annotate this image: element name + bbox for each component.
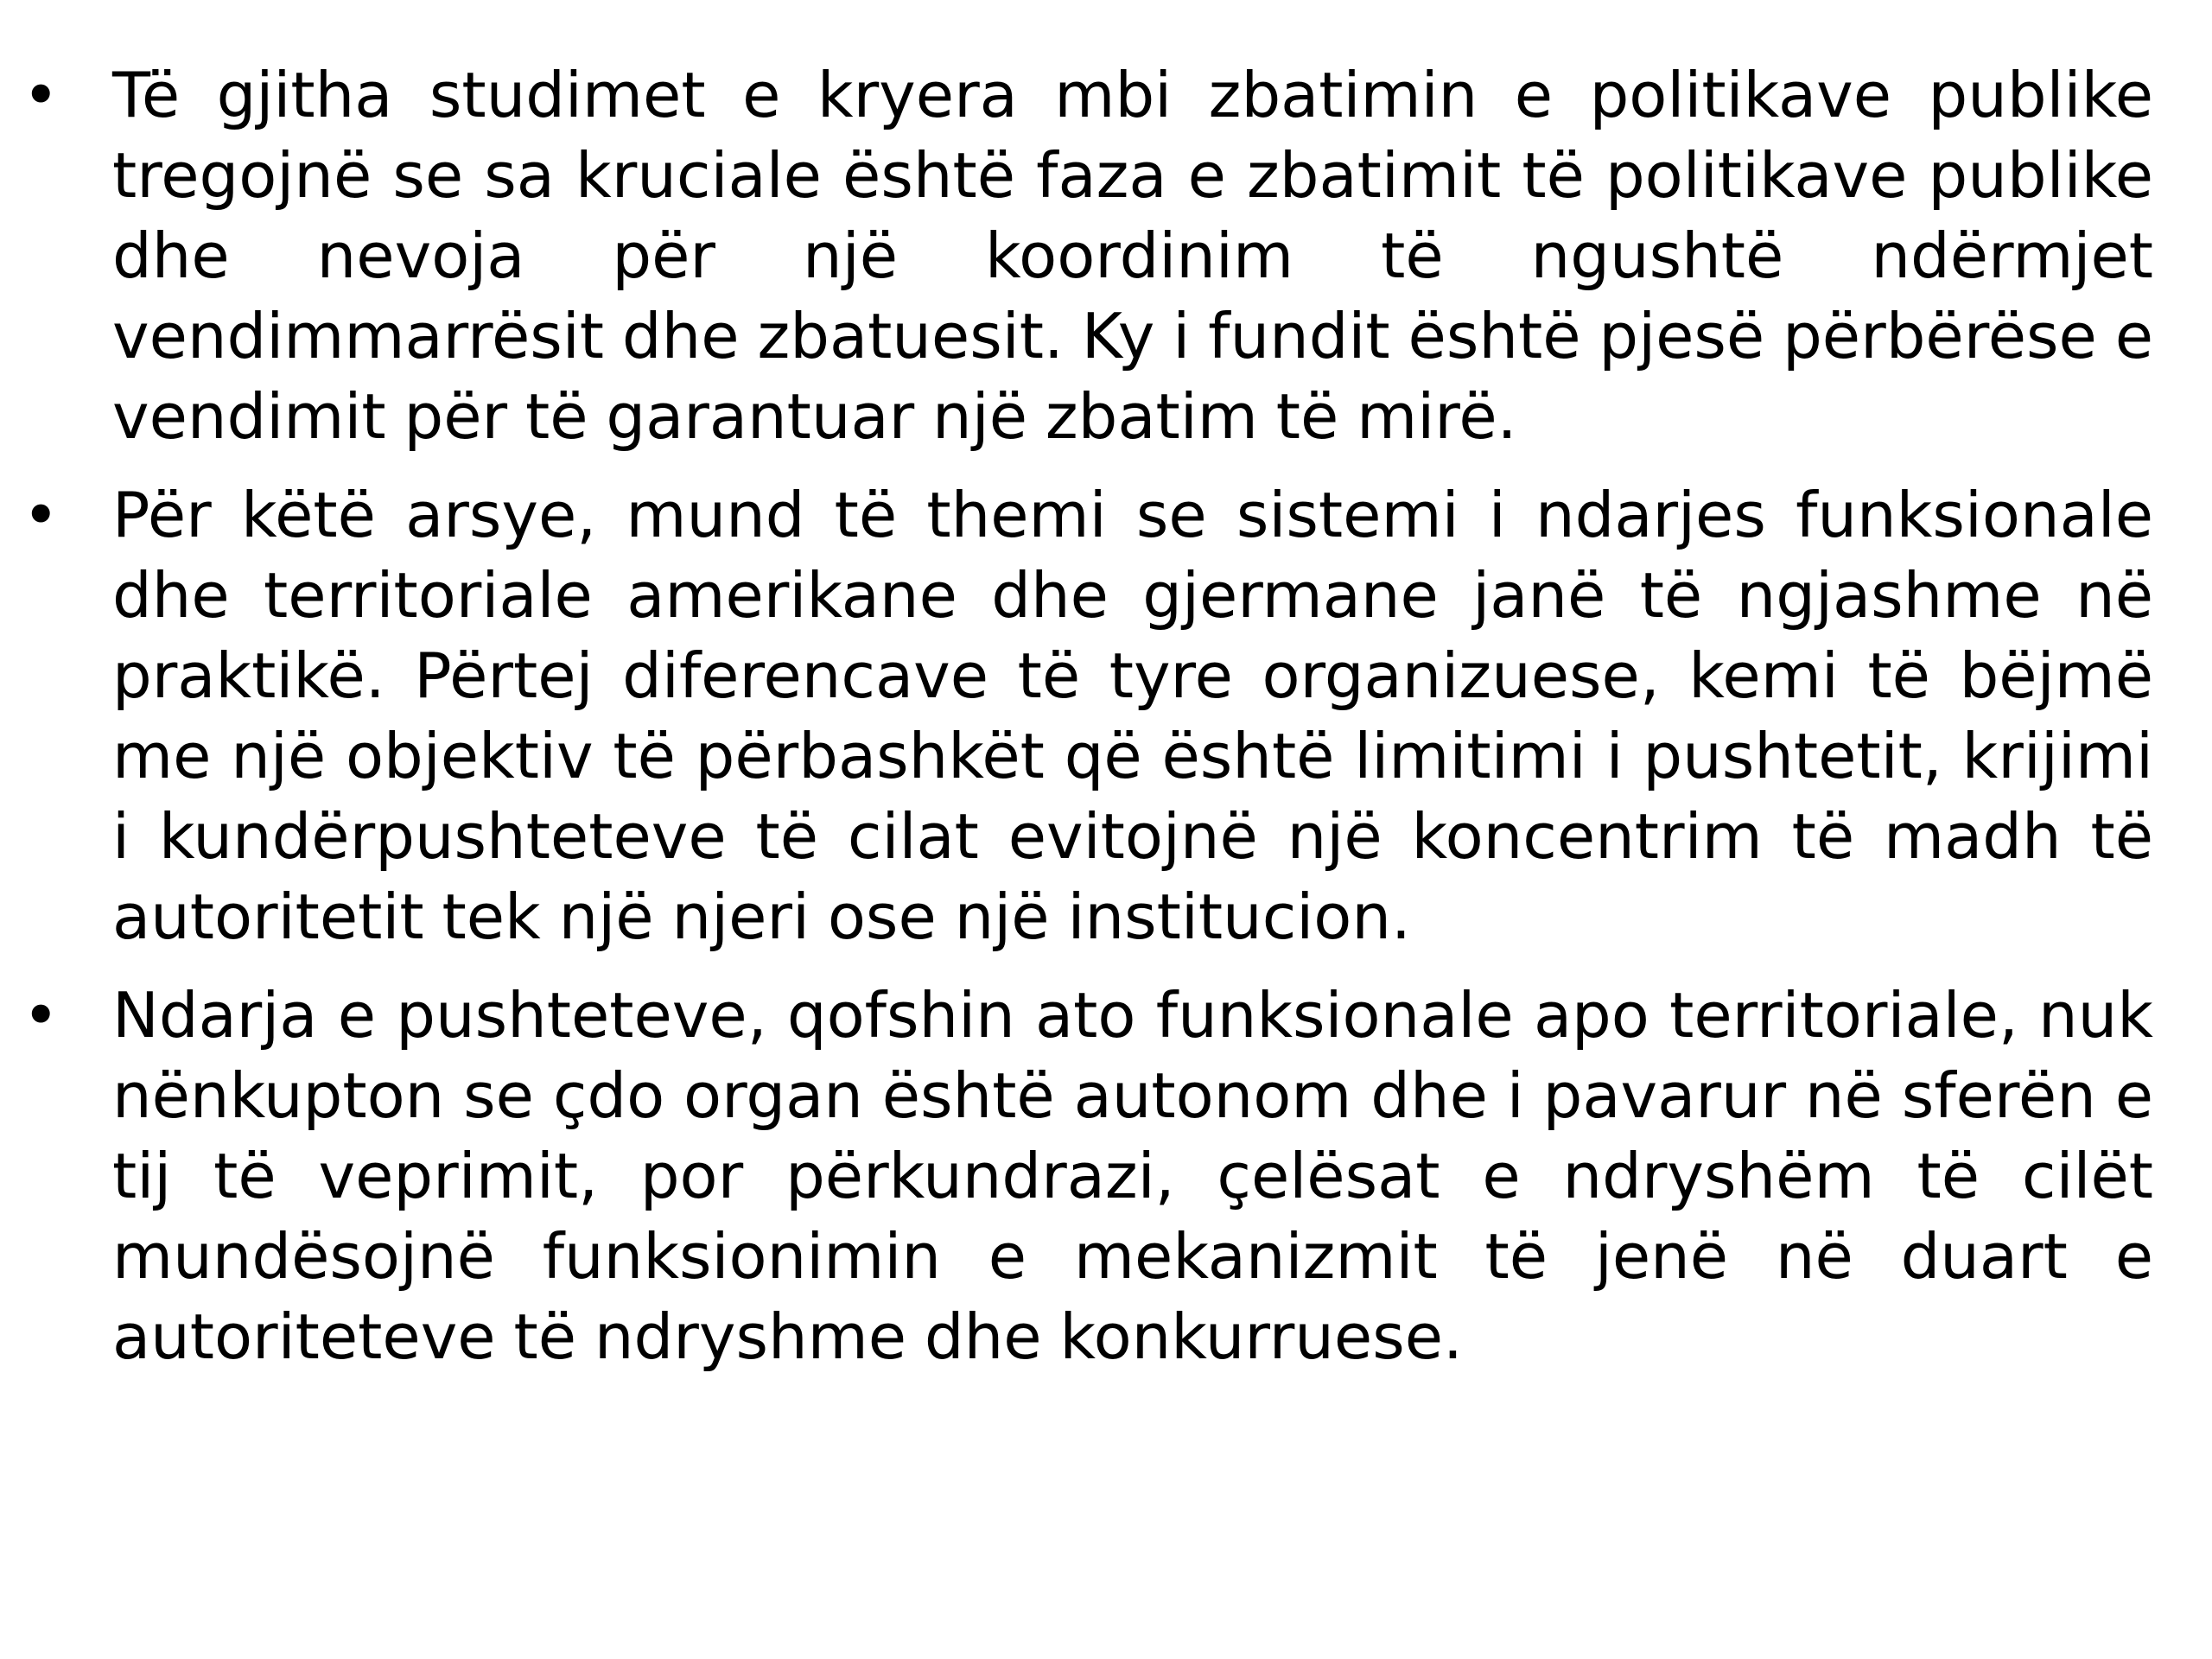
bullet-text-2: Për këtë arsye, mund të themi se sistemi i ndarjes funksionale dhe territoriale amerikane dhe gjermane janë të ngjashme në praktikë. Përtej diferencave të tyre organizuese, kemi të bëjmë me një objektiv të përbashkët që është limitimi i pushtetit, krijimi i kundërpushteteve të cilat evitojnë një koncentrim të madh të autoritetit tek një njeri ose një institucion. (112, 479, 2153, 953)
bullet-item-3 (19, 976, 2153, 1377)
bullet-list (19, 55, 2153, 1395)
bullet-text-1: Të gjitha studimet e kryera mbi zbatimin e politikave publike tregojnë se sa kruciale është faza e zbatimit të politikave publike dhe nevoja për një koordinim të ngushtë ndërmjet vendimmarrësit dhe zbatuesit. Ky i fundit është pjesë përbërëse e vendimit për të garantuar një zbatim të mirë. (112, 59, 2154, 453)
bullet-marker: • (22, 59, 60, 131)
bullet-item-2 (19, 475, 2153, 957)
bullet-marker: • (22, 479, 60, 551)
bullet-item-1 (19, 55, 2153, 457)
bullet-text-3: Ndarja e pushteteve, qofshin ato funksionale apo territoriale, nuk nënkupton se çdo organ është autonom dhe i pavarur në sferën e tij të veprimit, por përkundrazi, çelësat e ndryshëm të cilët mundësojnë funksionimin e mekanizmit të jenë në duart e autoriteteve të ndryshme dhe konkurruese. (112, 979, 2153, 1373)
bullet-marker: • (22, 979, 60, 1052)
